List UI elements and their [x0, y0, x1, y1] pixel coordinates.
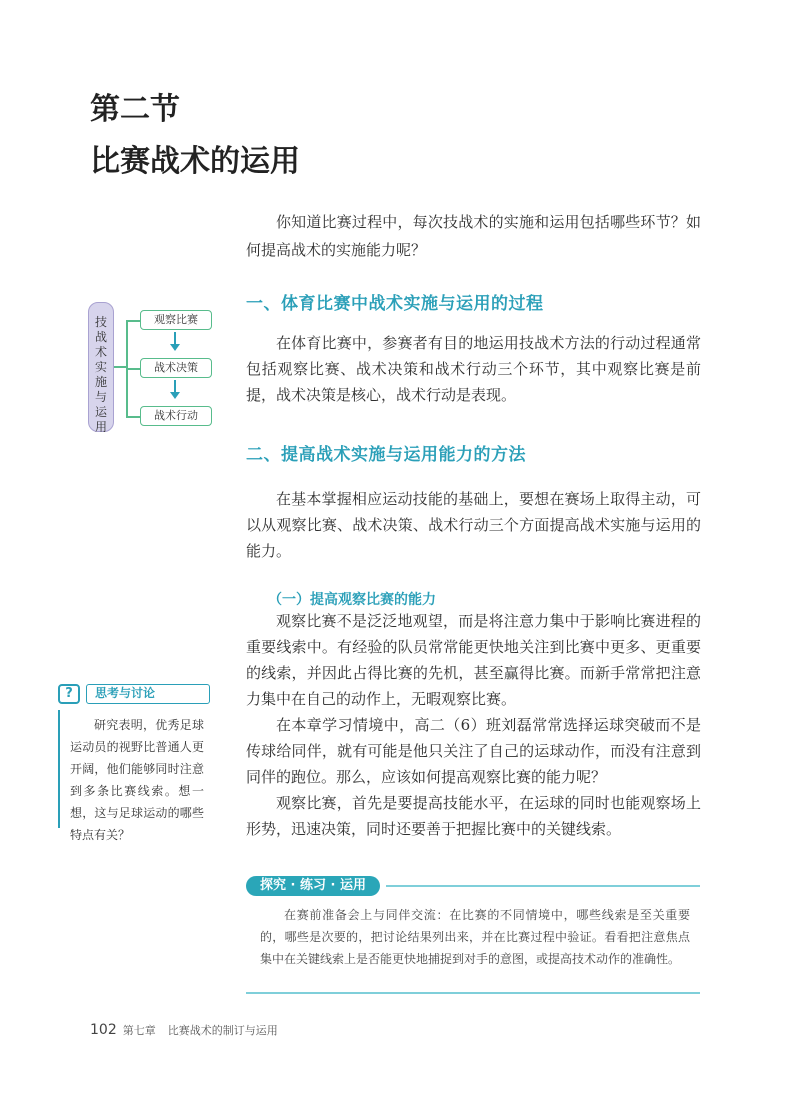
page-footer — [90, 1022, 278, 1038]
think-discuss-box — [58, 682, 210, 842]
diagram-branch-2 — [126, 368, 140, 370]
diagram-root-box — [88, 302, 114, 432]
question-icon: ? — [58, 684, 80, 704]
body-paragraph-3: 观察比赛，首先是要提高技能水平，在运球的同时也能观察场上形势，迅速决策，同时还要善于把握比赛中的关键线索。 — [246, 794, 701, 838]
footer-chapter-title: 比赛战术的制订与运用 — [167, 1024, 278, 1037]
explore-box-title: 探究 · 练习 · 运用 — [246, 876, 380, 896]
think-box-text: 研究表明，优秀足球运动员的视野比普通人更开阔，他们能够同时注意到多条比赛线索。想一想，这与足球运动的哪些特点有关？ — [58, 710, 206, 828]
body-paragraph-1: 观察比赛不是泛泛地观望，而是将注意力集中于影响比赛进程的重要线索中。有经验的队员常常能更快地关注到比赛中更多、更重要的线索，并因此占得比赛的先机，甚至赢得比赛。而新手常常把注意力集中在自己的动作上，无暇观察比赛。 — [246, 612, 701, 708]
explore-bottom-rule — [246, 992, 700, 994]
section2-heading: 二、提高战术实施与运用能力的方法 — [246, 445, 526, 465]
think-box-header — [58, 682, 210, 706]
section-number: 第二节 — [90, 92, 180, 127]
diagram-branch-3 — [126, 416, 140, 418]
subsection-heading: （一）提高观察比赛的能力 — [268, 592, 436, 608]
explore-top-rule — [386, 885, 700, 887]
arrow-down-icon — [174, 380, 176, 394]
diagram-node-action: 战术行动 — [140, 406, 212, 426]
diagram-node-observe: 观察比赛 — [140, 310, 212, 330]
page-number: 102 — [90, 1022, 117, 1038]
subsection-body — [246, 608, 701, 842]
diagram-connector — [114, 366, 126, 368]
diagram-root-label: 技 战 术 实 施 与 运 用 — [94, 315, 107, 434]
arrow-down-icon — [174, 332, 176, 346]
diagram-node-decision: 战术决策 — [140, 358, 212, 378]
body-paragraph-2: 在本章学习情境中，高二（6）班刘磊常常选择运球突破而不是传球给同伴，就有可能是他只关注了自己的运球动作，而没有注意到同伴的跑位。那么，应该如何提高观察比赛的能力呢？ — [246, 716, 701, 786]
section1-paragraph: 在体育比赛中，参赛者有目的地运用技战术方法的行动过程通常包括观察比赛、战术决策和战术行动三个环节，其中观察比赛是前提，战术决策是核心，战术行动是表现。 — [246, 334, 701, 404]
think-box-title: 思考与讨论 — [86, 684, 210, 704]
explore-box-text: 在赛前准备会上与同伴交流：在比赛的不同情境中，哪些线索是至关重要的，哪些是次要的，把讨论结果列出来，并在比赛过程中验证。看看把注意焦点集中在关键线索上是否能更快地捕捉到对手的意图，或提高技术动作的准确性。 — [260, 908, 690, 966]
footer-chapter: 第七章 — [122, 1024, 156, 1037]
chapter-title — [90, 84, 300, 188]
section-title: 比赛战术的运用 — [90, 144, 300, 179]
explore-practice-box — [246, 872, 700, 996]
section2-paragraph: 在基本掌握相应运动技能的基础上，要想在赛场上取得主动，可以从观察比赛、战术决策、战术行动三个方面提高战术实施与运用的能力。 — [246, 490, 701, 560]
diagram-branch-1 — [126, 320, 140, 322]
section1-heading: 一、体育比赛中战术实施与运用的过程 — [246, 294, 544, 314]
intro-question: 你知道比赛过程中，每次技战术的实施和运用包括哪些环节？如何提高战术的实施能力呢？ — [246, 213, 701, 259]
process-diagram — [88, 302, 228, 434]
